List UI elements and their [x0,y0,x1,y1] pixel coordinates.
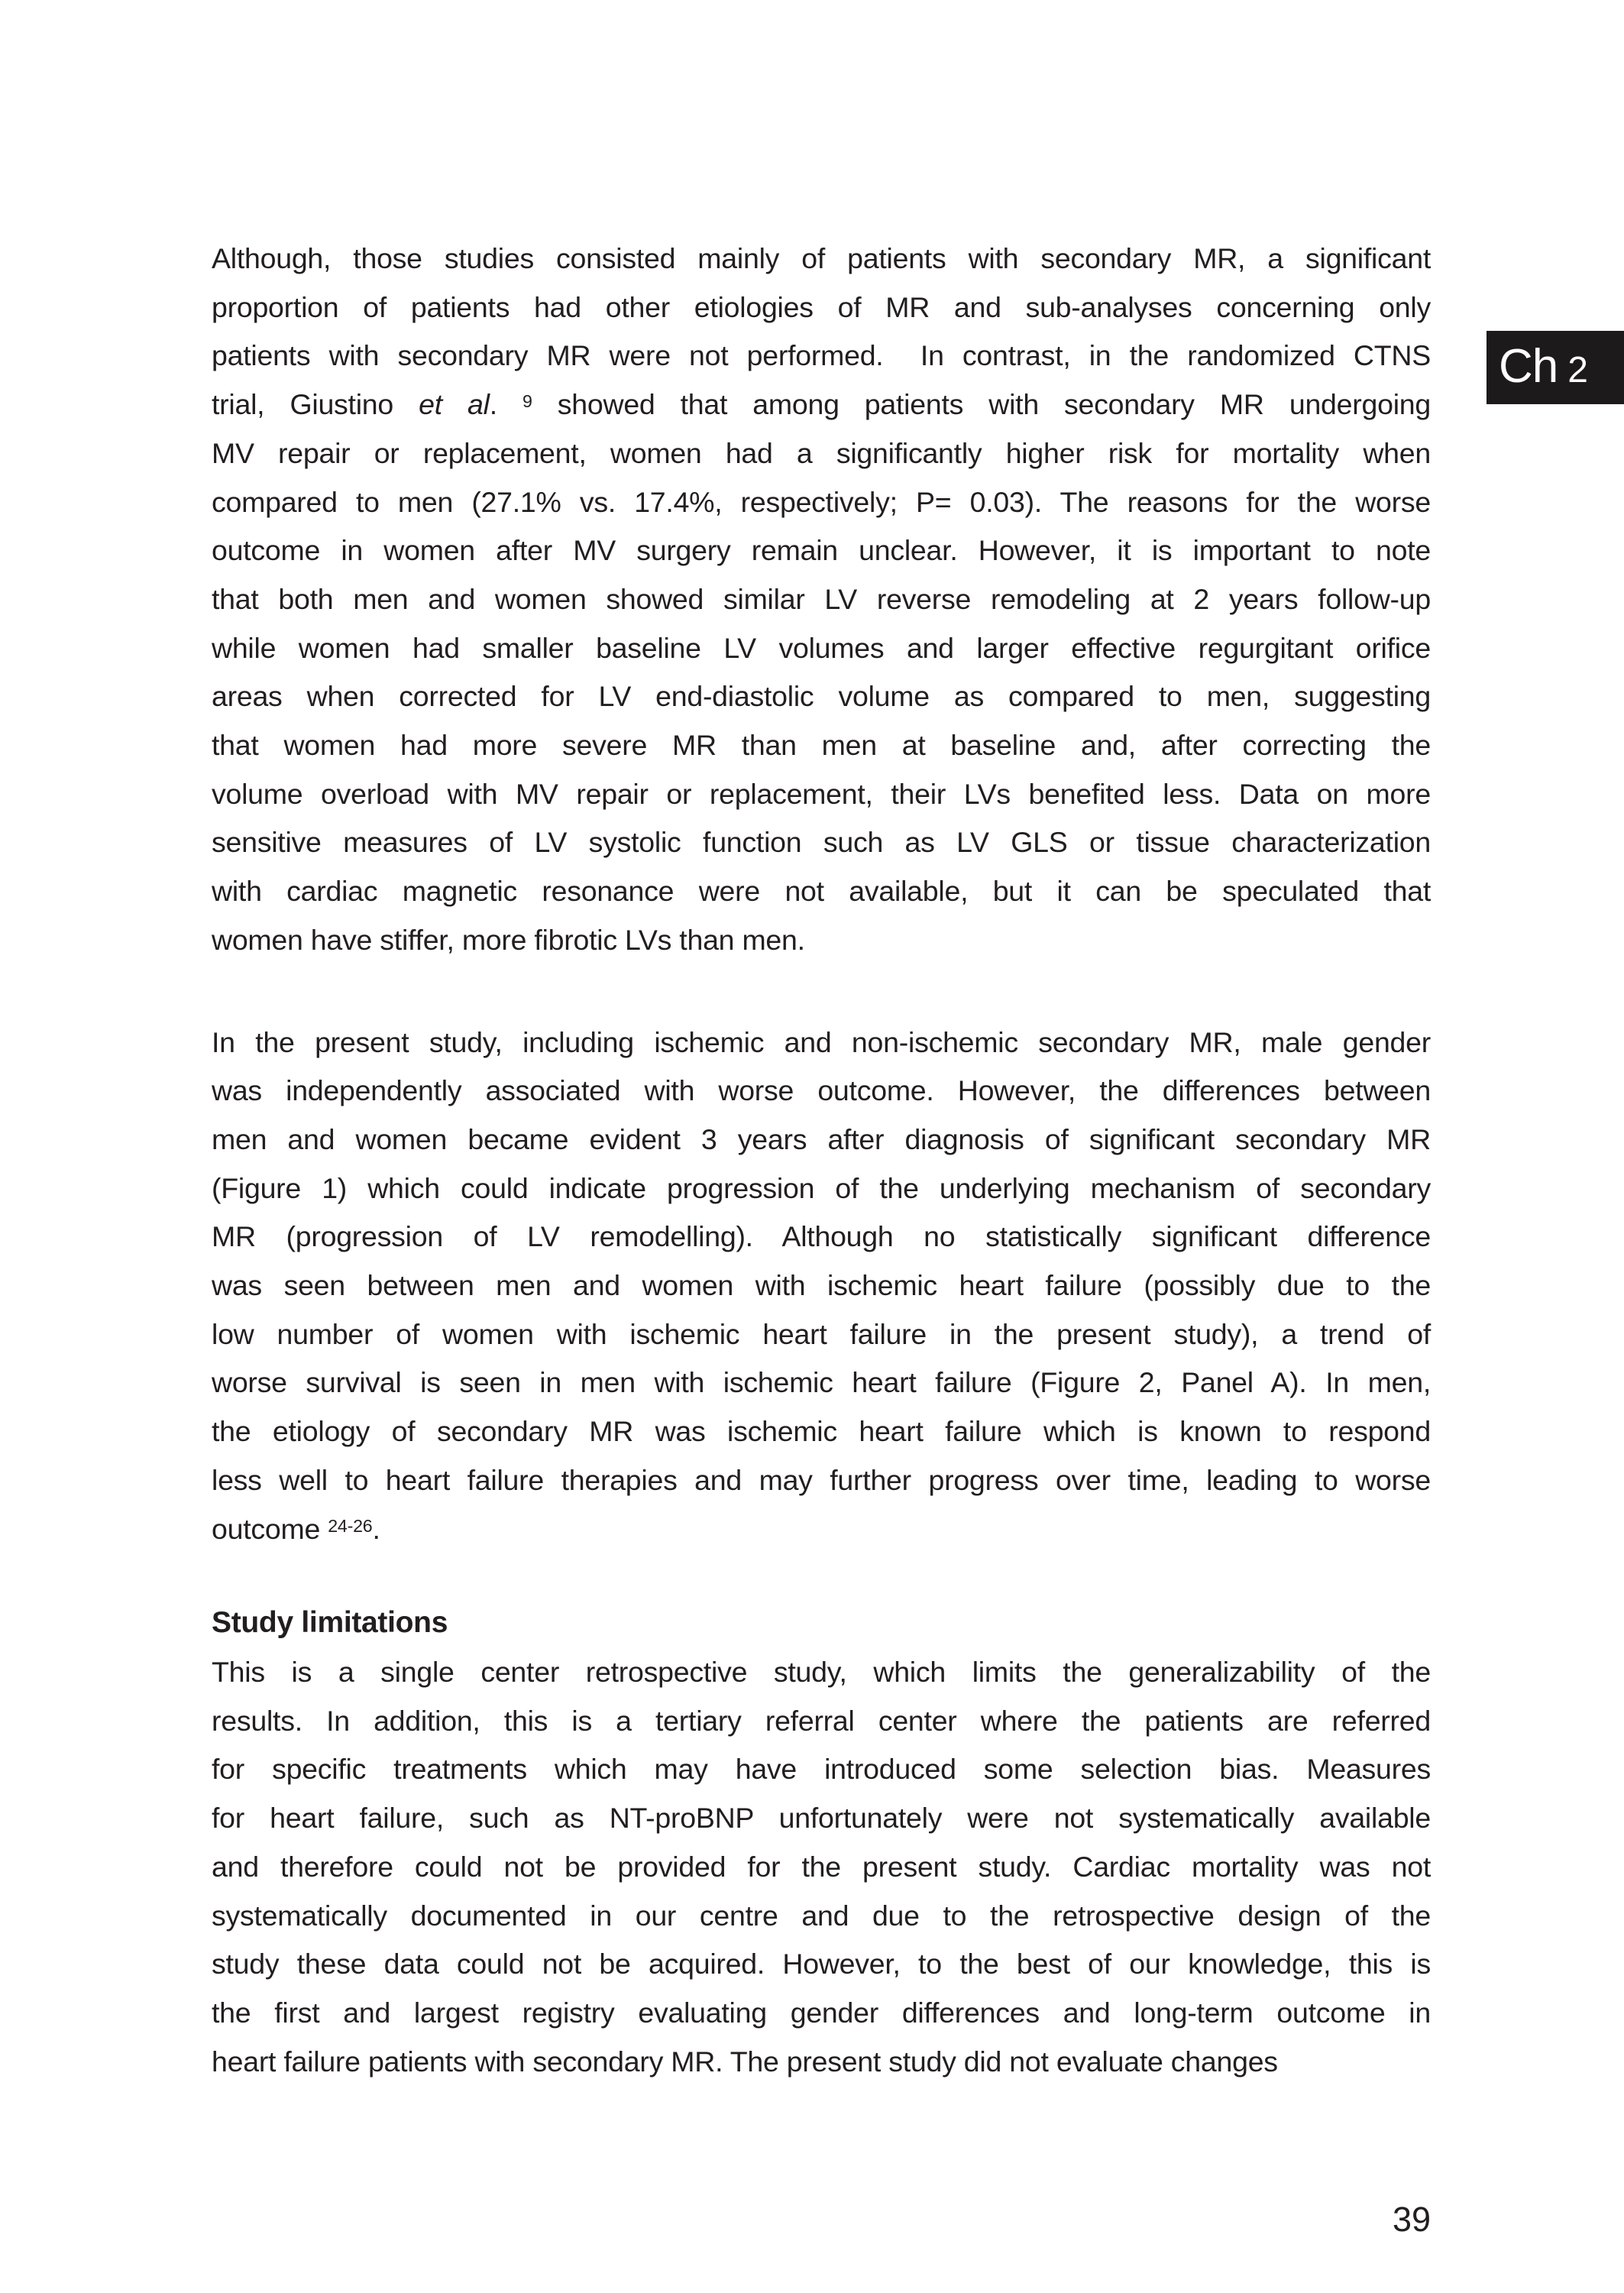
text-line: (Figure 1) which could indicate progression of the underlying mechanism of secondary [212,1171,1431,1204]
text-line: the etiology of secondary MR was ischemic heart failure which is known to respond [212,1415,1431,1448]
text-line: for heart failure, such as NT-proBNP unfortunately were not systematically available [212,1802,1431,1835]
chapter-tab-number: 2 [1567,350,1588,390]
text-line: that both men and women showed similar LV reverse remodeling at 2 years follow-up [212,582,1431,615]
text-line: women have stiffer, more fibrotic LVs than men. [212,923,805,956]
text-line: the first and largest registry evaluating gender differences and long-term outcome in [212,1996,1431,2029]
text-line: low number of women with ischemic heart failure in the present study), a trend of [212,1317,1431,1350]
text-line: compared to men (27.1% vs. 17.4%, respectively; P= 0.03). The reasons for the worse [212,485,1431,518]
text-line: patients with secondary MR were not performed. In contrast, in the randomized CTNS [212,339,1431,372]
text-line: less well to heart failure therapies and may further progress over time, leading to worse [212,1463,1431,1496]
text-line: that women had more severe MR than men at baseline and, after correcting the [212,729,1431,762]
chapter-tab-prefix: Ch [1499,340,1558,393]
text-line: This is a single center retrospective study, which limits the generalizability of the [212,1655,1431,1688]
text-line: and therefore could not be provided for the present study. Cardiac mortality was not [212,1850,1431,1883]
paragraph-1 [212,235,1431,965]
text-line: outcome in women after MV surgery remain unclear. However, it is important to note [212,534,1431,567]
text-line: proportion of patients had other etiologies of MR and sub-analyses concerning only [212,290,1431,323]
text-line: sensitive measures of LV systolic function such as LV GLS or tissue characterization [212,826,1431,859]
paragraph-3 [212,1648,1431,2086]
chapter-tab [1487,331,1624,404]
text-line: MV repair or replacement, women had a significantly higher risk for mortality when [212,436,1431,469]
text-line: MR (progression of LV remodelling). Although no statistically significant difference [212,1220,1431,1253]
text-line: worse survival is seen in men with ischemic heart failure (Figure 2, Panel A). In men, [212,1366,1431,1399]
text-line: men and women became evident 3 years after diagnosis of significant secondary MR [212,1122,1431,1155]
text-line: areas when corrected for LV end-diastolic volume as compared to men, suggesting [212,680,1431,713]
paragraph-2 [212,1019,1431,1554]
text-line: results. In addition, this is a tertiary referral center where the patients are referred [212,1704,1431,1737]
page-number: 39 [1392,2200,1431,2239]
text-line: volume overload with MV repair or replacement, their LVs benefited less. Data on more [212,777,1431,810]
text-line: for specific treatments which may have introduced some selection bias. Measures [212,1753,1431,1786]
text-line: In the present study, including ischemic and non-ischemic secondary MR, male gender [212,1025,1431,1058]
text-line: with cardiac magnetic resonance were not available, but it can be speculated that [212,875,1431,908]
text-line: study these data could not be acquired. However, to the best of our knowledge, this is [212,1948,1431,1980]
text-line: outcome $^{24-26}$. [212,1512,380,1545]
text-column [212,235,1431,2086]
section-heading: Study limitations [212,1606,448,1640]
text-line: was seen between men and women with ischemic heart failure (possibly due to the [212,1269,1431,1302]
text-line: trial, Giustino et al. $^9$ showed that among patients with secondary MR undergoing [212,388,1432,421]
text-line: systematically documented in our centre and due to the retrospective design of the [212,1899,1431,1932]
text-line: heart failure patients with secondary MR. The present study did not evaluate changes [212,2045,1278,2078]
text-line: Although, those studies consisted mainly of patients with secondary MR, a significant [212,242,1431,274]
text-line: while women had smaller baseline LV volumes and larger effective regurgitant orifice [212,631,1431,664]
text-line: was independently associated with worse outcome. However, the differences between [212,1074,1431,1107]
